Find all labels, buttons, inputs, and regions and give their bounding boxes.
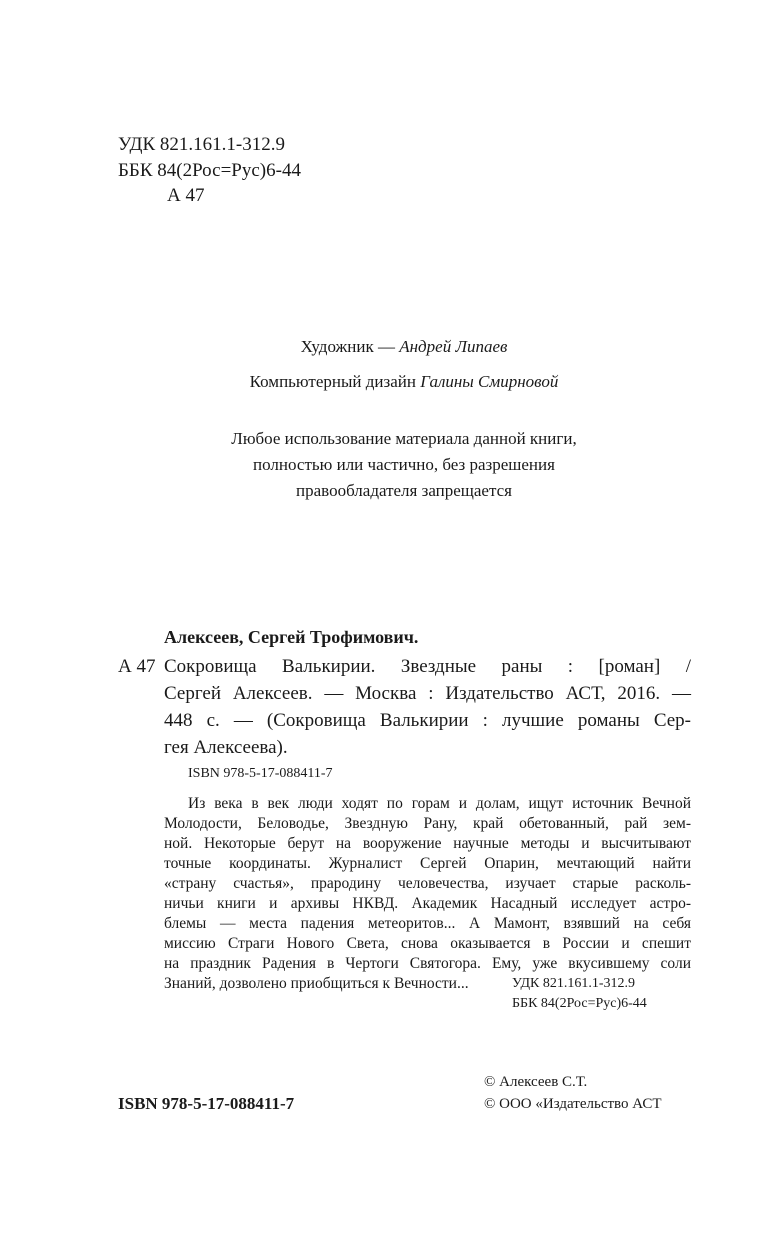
notice-line: Любое использование материала данной книги, [231,429,577,448]
copyright-notice [0,426,768,504]
design-label: Компьютерный дизайн [249,372,421,391]
annotation-line: ной. Некоторые берут на вооружение научные методы и высчитывают [164,835,691,852]
annotation-line: «страну счастья», прародину человечества, изучает старые расколь- [164,875,691,892]
author-sign: А 47 [167,185,205,206]
annotation-udk: УДК 821.161.1-312.9 [512,976,636,991]
annotation-line: Молодости, Беловодье, Звездную Рану, край обетованный, рай зем- [164,815,691,832]
card-line: гея Алексеева). [164,737,288,758]
notice-line: полностью или частично, без разрешения [253,455,555,474]
copyright-publisher: © ООО «Издательство АСТ [484,1096,662,1112]
isbn-footer: ISBN 978-5-17-088411-7 [118,1094,295,1113]
annotation-line: блемы — места падения метеоритов... А Мамонт, взявший на себя [164,915,691,932]
annotation-line: точные координаты. Журналист Сергей Опарин, мечтающий найти [164,855,691,872]
card-line: Сергей Алексеев. — Москва : Издательство АСТ, 2016. — [164,683,691,704]
annotation-line: Из века в век люди ходят по горам и долам, ищут источник Вечной [188,795,691,812]
udk-code: УДК 821.161.1-312.9 [118,134,285,155]
card-line: 448 с. — (Сокровища Валькирии : лучшие романы Сер- [164,710,691,731]
card-author-sign: А 47 [118,656,156,677]
card-author: Алексеев, Сергей Трофимович. [164,627,419,647]
designer-name: Галины Смирновой [420,372,559,391]
annotation-line: Знаний, дозволено приобщиться к Вечности... [164,975,469,992]
annotation-line: ничьи книги и архивы НКВД. Академик Насадный исследует астро- [164,895,691,912]
artist-credit [0,337,768,357]
annotation-bbk: ББК 84(2Рос=Рус)6-44 [512,996,647,1011]
annotation-line: на праздник Радения в Чертоги Святогора. Ему, уже вкусившему соли [164,955,691,972]
design-credit [0,372,768,392]
annotation-line: миссию Страги Нового Света, снова оказывается в России и спешит [164,935,691,952]
card-isbn: ISBN 978-5-17-088411-7 [188,766,333,781]
card-line: Сокровища Валькирии. Звездные раны : [роман] / [164,656,691,677]
artist-label: Художник — [300,337,400,356]
notice-line: правообладателя запрещается [296,481,512,500]
artist-name: Андрей Липаев [399,337,508,356]
copyright-author: © Алексеев С.Т. [484,1074,588,1090]
bbk-code: ББК 84(2Рос=Рус)6-44 [118,160,301,181]
